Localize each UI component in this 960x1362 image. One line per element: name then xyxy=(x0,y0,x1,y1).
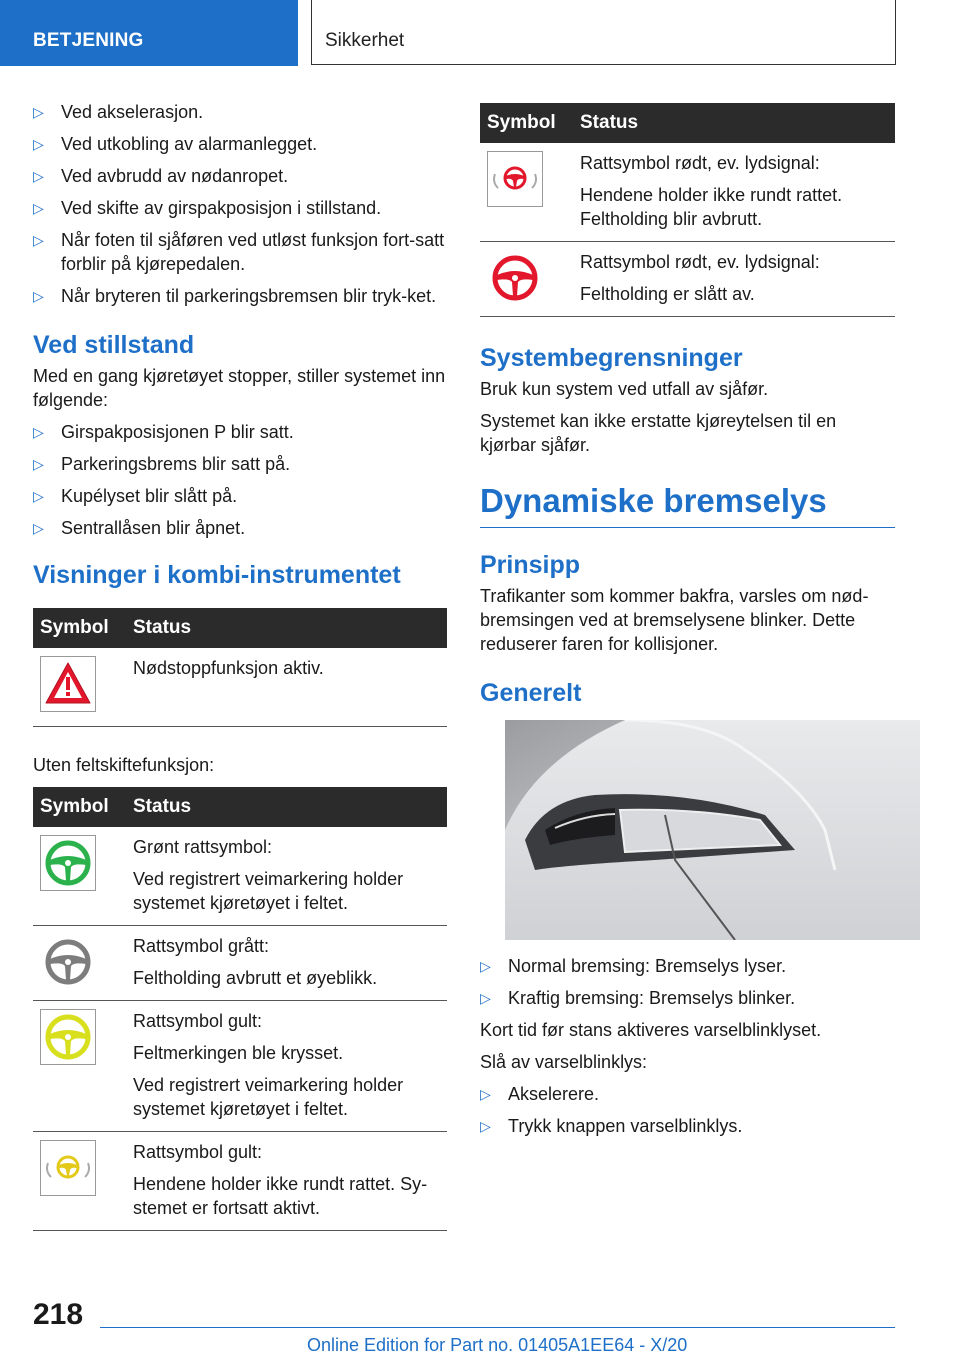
list-item: ▷ Når bryteren til parkeringsbremsen blir tryk-ket. xyxy=(33,286,437,306)
general-paragraph-2: Slå av varselblinklys: xyxy=(480,1052,648,1072)
triangle-bullet-icon: ▷ xyxy=(480,1086,491,1102)
list-item: ▷ Når foten til sjåføren ved utløst funksjon fort-satt forblir på kjørepedalen. xyxy=(33,230,445,274)
triangle-bullet-icon: ▷ xyxy=(33,200,44,216)
status-table-emergency xyxy=(33,608,447,727)
table-row: Nødstoppfunksjon aktiv. xyxy=(33,648,447,727)
left-column xyxy=(33,100,447,1231)
without-lane-change-label: Uten feltskiftefunksjon: xyxy=(33,755,215,775)
general-heading: Generelt xyxy=(480,679,582,707)
dynamic-brake-lights-heading: Dynamiske bremselys xyxy=(480,482,827,519)
column-header-status: Status xyxy=(126,787,447,827)
triangle-bullet-icon: ▷ xyxy=(480,1118,491,1134)
brake-light-illustration xyxy=(505,720,920,940)
triangle-bullet-icon: ▷ xyxy=(480,990,491,1006)
triangle-bullet-icon: ▷ xyxy=(33,104,44,120)
right-column xyxy=(480,103,895,1146)
triangle-bullet-icon: ▷ xyxy=(33,488,44,504)
heading-rule xyxy=(480,527,895,528)
list-item: ▷ Normal bremsing: Bremselys lyser. xyxy=(480,956,787,976)
column-header-status: Status xyxy=(573,103,895,143)
table-row: Rattsymbol rødt, ev. lydsignal: Hendene holder ikke rundt rattet. Feltholding blir avbrutt. xyxy=(480,143,895,242)
column-header-symbol: Symbol xyxy=(33,608,126,648)
triangle-bullet-icon: ▷ xyxy=(33,424,44,440)
list-item: ▷ Kraftig bremsing: Bremselys blinker. xyxy=(480,988,796,1008)
steering-wheel-red-icon xyxy=(487,250,543,306)
status-table-lane xyxy=(33,787,447,1231)
table-row: Grønt rattsymbol: Ved registrert veimarkering holder systemet kjøretøyet i feltet. xyxy=(33,827,447,926)
section-tab xyxy=(0,0,298,66)
standstill-heading: Ved stillstand xyxy=(33,331,195,359)
status-table-red xyxy=(480,103,895,317)
list-item: ▷ Parkeringsbrems blir satt på. xyxy=(33,454,291,474)
warning-triangle-icon xyxy=(40,656,96,712)
limits-heading: Systembegrensninger xyxy=(480,344,743,372)
list-item: ▷ Akselerere. xyxy=(480,1084,600,1104)
column-header-status: Status xyxy=(126,608,447,648)
steering-wheel-red-hands-icon xyxy=(487,151,543,207)
standstill-text: Med en gang kjøretøyet stopper, stiller systemet inn følgende: xyxy=(33,366,446,410)
table-row: Rattsymbol rødt, ev. lydsignal: Feltholding er slått av. xyxy=(480,242,895,317)
chapter-tab xyxy=(311,0,896,65)
list-item: ▷ Ved utkobling av alarmanlegget. xyxy=(33,134,318,154)
chapter-title: Sikkerhet xyxy=(325,30,405,51)
steering-wheel-grey-icon xyxy=(40,934,96,990)
section-title: BETJENING xyxy=(33,30,144,51)
list-item: ▷ Sentrallåsen blir åpnet. xyxy=(33,518,246,538)
triangle-bullet-icon: ▷ xyxy=(33,136,44,152)
list-item: ▷ Ved avbrudd av nødanropet. xyxy=(33,166,289,186)
triangle-bullet-icon: ▷ xyxy=(33,288,44,304)
edition-link[interactable]: Online Edition for Part no. 01405A1EE64 - X/20 xyxy=(307,1335,688,1355)
display-heading: Visninger i kombi-instrumentet xyxy=(33,561,401,589)
page-number: 218 xyxy=(33,1298,84,1331)
limits-paragraph-2: Systemet kan ikke erstatte kjøreytelsen til en kjørbar sjåfør. xyxy=(480,411,837,455)
principle-heading: Prinsipp xyxy=(480,551,581,579)
principle-text: Trafikanter som kommer bakfra, varsles om nød-bremsingen ved at bremselysene blinker. Dette reduserer faren for kollisjoner. xyxy=(480,586,869,654)
limits-paragraph-1: Bruk kun system ved utfall av sjåfør. xyxy=(480,379,769,399)
list-item: ▷ Ved skifte av girspakposisjon i stillstand. xyxy=(33,198,382,218)
column-header-symbol: Symbol xyxy=(480,103,573,143)
footer-rule xyxy=(100,1327,895,1328)
steering-wheel-green-icon xyxy=(40,835,96,891)
bullet-list-general-2 xyxy=(480,1082,895,1138)
bullet-list-top xyxy=(33,100,447,308)
triangle-bullet-icon: ▷ xyxy=(33,232,44,248)
general-paragraph-1: Kort tid før stans aktiveres varselblinklyset. xyxy=(480,1020,822,1040)
triangle-bullet-icon: ▷ xyxy=(480,958,491,974)
steering-wheel-yellow-hands-icon xyxy=(40,1140,96,1196)
bullet-list-standstill xyxy=(33,420,447,540)
list-item: ▷ Kupélyset blir slått på. xyxy=(33,486,238,506)
table-row: Rattsymbol gult: Hendene holder ikke rundt rattet. Sy-stemet er fortsatt aktivt. xyxy=(33,1132,447,1231)
triangle-bullet-icon: ▷ xyxy=(33,168,44,184)
column-header-symbol: Symbol xyxy=(33,787,126,827)
list-item: ▷ Ved akselerasjon. xyxy=(33,102,204,122)
triangle-bullet-icon: ▷ xyxy=(33,456,44,472)
steering-wheel-yellow-icon xyxy=(40,1009,96,1065)
table-row: Rattsymbol gult: Feltmerkingen ble krysset. Ved registrert veimarkering holder systemet kjøretøyet i feltet. xyxy=(33,1001,447,1132)
table-row: Rattsymbol grått: Feltholding avbrutt et øyeblikk. xyxy=(33,926,447,1001)
list-item: ▷ Trykk knappen varselblinklys. xyxy=(480,1116,743,1136)
list-item: ▷ Girspakposisjonen P blir satt. xyxy=(33,422,294,442)
triangle-bullet-icon: ▷ xyxy=(33,520,44,536)
bullet-list-general xyxy=(480,954,895,1010)
